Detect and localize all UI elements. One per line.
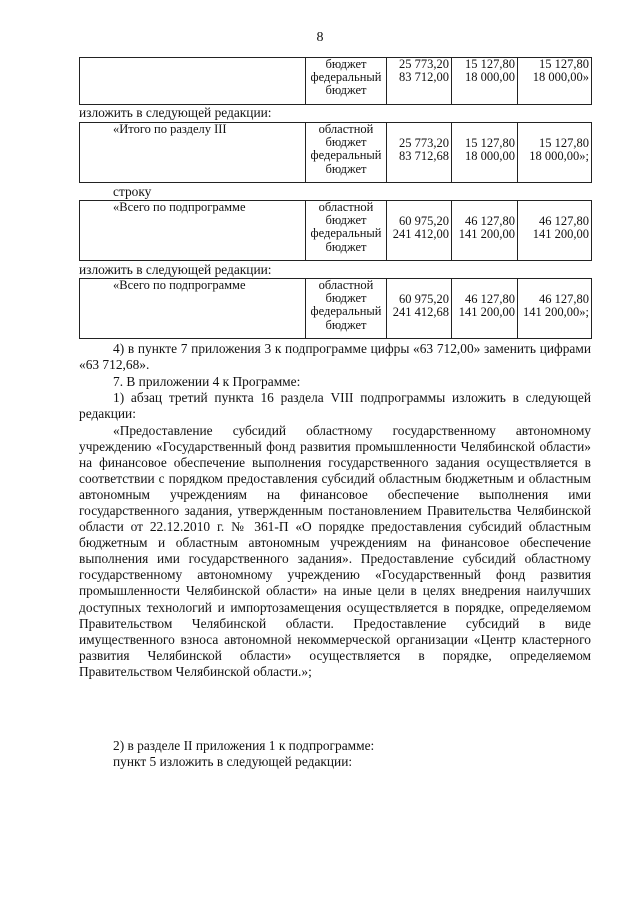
- value-regional: 15 127,80: [465, 57, 515, 71]
- instruction-text: строку: [113, 184, 152, 199]
- source-label: федеральный: [310, 70, 382, 85]
- value-regional: 25 773,20: [399, 57, 449, 71]
- value-federal: 141 200,00: [458, 305, 515, 320]
- source-cell: [306, 58, 387, 105]
- budget-table-2: [79, 122, 592, 183]
- value-regional: 15 127,80: [539, 57, 589, 71]
- value-federal: 18 000,00: [465, 70, 515, 85]
- row-name-cell: «Итого по разделу III: [80, 123, 306, 183]
- value-cell: [452, 279, 518, 339]
- value-cell: [387, 201, 452, 261]
- paragraph-item-4: [79, 341, 591, 373]
- value-regional: 46 127,80: [539, 214, 589, 228]
- paragraph-line: пункт 5 изложить в следующей редакции:: [113, 754, 353, 769]
- value-regional: 46 127,80: [539, 292, 589, 306]
- paragraph-text: 4) в пункте 7 приложения 3 к подпрограмме цифры «63 712,00» заменить цифрами «63 712,68».: [79, 341, 591, 373]
- paragraph-line: 2) в разделе II приложения 1 к подпрограмме:: [113, 738, 375, 753]
- instruction-text: изложить в следующей редакции:: [79, 262, 272, 277]
- value-federal: 83 712,68: [399, 149, 449, 164]
- instruction-text: изложить в следующей редакции:: [79, 105, 272, 120]
- source-label: федеральный: [310, 304, 382, 319]
- budget-table-4: [79, 278, 592, 339]
- value-federal: 141 200,00: [532, 227, 589, 242]
- value-federal: 141 200,00»;: [523, 305, 589, 320]
- value-federal: 241 412,68: [392, 305, 449, 320]
- value-regional: 60 975,20: [399, 292, 449, 306]
- budget-table-3: [79, 200, 592, 261]
- paragraph-text: «Предоставление субсидий областному государственному автономному учреждению «Государственный фонд развития промышленности Челябинской области» на финансовое обеспечение выполнения государственного задания осуществляется в соответствии с порядком предоставления субсидий областным бюджетным и областным автономным учреждениям на финансовое обеспечение выполнения ими государственного задания, утвержденным постановлением Правительства Челябинской области от 22.12.2010 г. № 361-П «О порядке предоставления субсидий областным бюджетным и областным автономным учреждениям на финансовое обеспечение выполнения ими государственного задания». Предоставление субсидий областному государственному автономному учреждению «Государственный фонд развития промышленности Челябинской области» на иные цели в целях внедрения наилучших доступных технологий и импортозамещения осуществляется в порядке, определяемом Правительством Челябинской области. Предоставление субсидий в виде имущественного взноса автономной некоммерческой организации «Центр кластерного развития Челябинской области» осуществляется в порядке, определяемом Правительством Челябинской области.»;: [79, 423, 591, 679]
- source-label: областной: [318, 278, 374, 292]
- source-cell: [306, 279, 387, 339]
- value-cell: [387, 279, 452, 339]
- value-cell: [518, 279, 592, 339]
- value-cell: [518, 58, 592, 105]
- source-label: федеральный: [310, 226, 382, 241]
- value-federal: 141 200,00: [458, 227, 515, 242]
- source-label: бюджет: [325, 213, 367, 228]
- source-cell: [306, 123, 387, 183]
- source-label: бюджет: [325, 317, 367, 332]
- page-number: 8: [316, 30, 324, 45]
- source-label: бюджет: [325, 57, 367, 71]
- value-cell: [452, 58, 518, 105]
- value-federal: 18 000,00: [465, 149, 515, 164]
- value-cell: [452, 123, 518, 183]
- value-regional: 60 975,20: [399, 214, 449, 228]
- row-name-cell: [80, 58, 306, 105]
- row-name-cell: «Всего по подпрограмме: [80, 279, 306, 339]
- section-heading: 7. В приложении 4 к Программе:: [113, 374, 301, 389]
- quoted-paragraph: [79, 423, 591, 680]
- source-label: бюджет: [325, 161, 367, 176]
- value-cell: [452, 201, 518, 261]
- paragraph-item-1: [79, 390, 591, 422]
- value-regional: 46 127,80: [465, 292, 515, 306]
- value-regional: 46 127,80: [465, 214, 515, 228]
- value-cell: [518, 123, 592, 183]
- value-cell: [387, 123, 452, 183]
- source-label: бюджет: [325, 239, 367, 254]
- value-cell: [387, 58, 452, 105]
- value-federal: 241 412,00: [392, 227, 449, 242]
- source-label: областной: [318, 200, 374, 214]
- value-regional: 15 127,80: [465, 136, 515, 150]
- value-regional: 15 127,80: [539, 136, 589, 150]
- row-name-cell: «Всего по подпрограмме: [80, 201, 306, 261]
- source-cell: [306, 201, 387, 261]
- source-label: бюджет: [325, 83, 367, 98]
- value-federal: 18 000,00»;: [529, 149, 589, 164]
- source-label: бюджет: [325, 291, 367, 306]
- source-label: федеральный: [310, 148, 382, 163]
- source-label: бюджет: [325, 135, 367, 150]
- value-federal: 83 712,00: [399, 70, 449, 85]
- source-label: областной: [318, 122, 374, 136]
- paragraph-text: 1) абзац третий пункта 16 раздела VIII подпрограммы изложить в следующей редакции:: [79, 390, 591, 422]
- value-federal: 18 000,00»: [532, 70, 589, 85]
- value-regional: 25 773,20: [399, 136, 449, 150]
- budget-table-1: [79, 57, 592, 105]
- value-cell: [518, 201, 592, 261]
